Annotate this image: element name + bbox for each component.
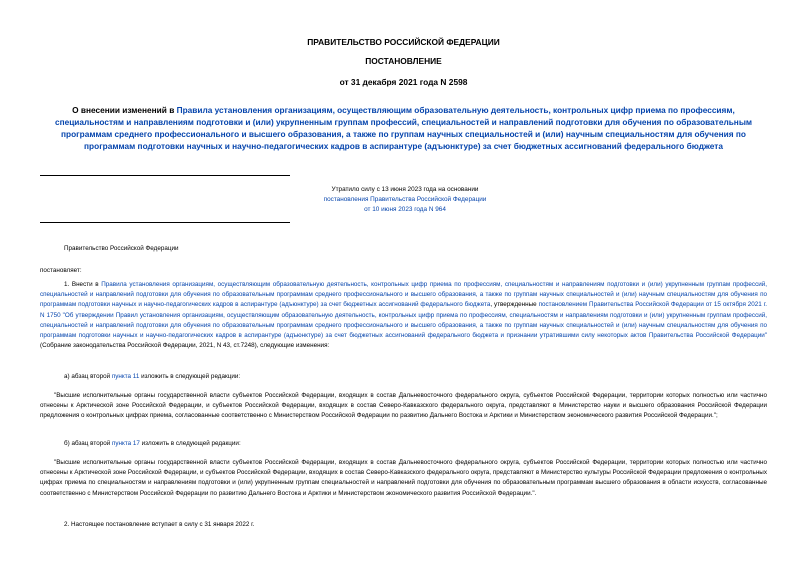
paragraph-2: 2. Настоящее постановление вступает в силу с 31 января 2022 г. [64, 521, 255, 528]
title-rules-link[interactable]: Правила установления организациям, осуществляющим образовательную деятельность, контрольных цифр приема по профессиям, специальностям и направлениям подготовки и (или) укрупненным группам профессий, специальностей и направлений подготовки для обучения по образовательным программам среднего профессионального и высшего образования, а также по группам научных специальностей и (или) научным специальностям для обучения по программам подготовки научных и научно-педагогических кадров в аспирантуре (адъюнктуре) за счет бюджетных ассигнований федерального бюджета [54, 105, 753, 151]
p1-rules-link[interactable]: Правила установления организациям, осуществляющим образовательную деятельность, контрольных цифр приема по профессиям, специальностям и направлениям подготовки и (или) укрупненным группам профессий, специальностей и направлений подготовки для обучения по образовательным программам среднего профессионального и высшего образования, а также по группам научных специальностей и (или) научным специальностям для обучения по программам подготовки научных и научно-педагогических кадров в аспирантуре (адъюнктуре) за счет бюджетных ассигнований федерального бюджета [40, 281, 768, 309]
p1-mid: , утвержденные [490, 301, 539, 309]
point-17-link[interactable]: пункта 17 [111, 440, 140, 447]
government-heading: ПРАВИТЕЛЬСТВО РОССИЙСКОЙ ФЕДЕРАЦИИ [307, 37, 500, 47]
decides-word: постановляет: [40, 267, 82, 274]
subparagraph-a [64, 372, 240, 382]
document-date-number: от 31 декабря 2021 года N 2598 [339, 77, 468, 87]
p1-intro: 1. Внести в [64, 281, 102, 288]
title-prefix: О внесении изменений в [72, 105, 177, 115]
document-title [40, 104, 767, 152]
lost-force-note [250, 185, 560, 215]
point-11-link[interactable]: пункта 11 [111, 373, 140, 380]
paragraph-1 [40, 280, 767, 351]
b-post: изложить в следующей редакции: [139, 440, 241, 447]
lost-force-line: Утратило силу с 13 июня 2023 года на основании [331, 186, 479, 193]
document-type-heading: ПОСТАНОВЛЕНИЕ [365, 56, 442, 66]
lost-force-link-2[interactable]: от 10 июня 2023 года N 964 [364, 206, 446, 213]
subparagraph-b [64, 439, 241, 449]
divider-bottom [40, 222, 290, 223]
subparagraph-a-quote: "Высшие исполнительные органы государственной власти субъектов Российской Федерации, входящих в состав Дальневосточного федерального округа, субъектов Российской Федерации, территории которых полностью или частично отнесены к Арктической зоне Российской Федерации, и субъектов Российской Федерации, входящих в состав Северо-Кавказского федерального округа, представляют в Министерство науки и высшего образования Российской Федерации предложения о контрольных цифрах приема, согласованные соответственно с Министерством Российской Федерации по развитию Дальнего Востока и Арктики и Министерством экономического развития Российской Федерации."; [40, 392, 767, 420]
p1-decree-link[interactable]: постановлением Правительства Российской Федерации от 15 октября 2021 г. N 1750 "Об утверждении Правил установления организациям, осуществляющим образовательную деятельность, контрольных цифр приема по профессиям, специальностям и направлениям подготовки и (или) укрупненным группам профессий, специальностей и направлений подготовки для обучения по образовательным программам среднего профессионального и высшего образования, а также по группам научных специальностей и (или) научным специальностям для обучения по программам подготовки научных и научно-педагогических кадров в аспирантуре (адъюнктуре) за счет бюджетных ассигнований федерального бюджета и признании утратившими силу некоторых актов Правительства Российской Федерации" [40, 301, 767, 340]
subparagraph-b-quote: "Высшие исполнительные органы государственной власти субъектов Российской Федерации, входящих в состав Дальневосточного федерального округа, субъектов Российской Федерации, территории которых полностью или частично отнесены к Арктической зоне Российской Федерации, и субъектов Российской Федерации, входящих в состав Северо-Кавказского федерального округа, представляют в Министерство культуры Российской Федерации предложения о контрольных цифрах приема по специальностям и направлениям подготовки и (или) укрупненным группам специальностей и направлений подготовки для обучения по образовательным программам высшего образования в области искусств, согласованные соответственно с Министерством Российской Федерации по развитию Дальнего Востока и Арктики и Министерством экономического развития Российской Федерации.". [40, 459, 767, 497]
a-post: изложить в следующей редакции: [139, 373, 241, 380]
p1-end: (Собрание законодательства Российской Федерации, 2021, N 43, ст.7248), следующие изменения: [40, 342, 330, 350]
lost-force-link-1[interactable]: постановления Правительства Российской Федерации [323, 196, 487, 203]
b-pre: б) абзац второй [64, 440, 112, 447]
divider-top [40, 175, 290, 176]
a-pre: а) абзац второй [64, 373, 112, 380]
government-subject: Правительство Российской Федерации [64, 245, 179, 252]
